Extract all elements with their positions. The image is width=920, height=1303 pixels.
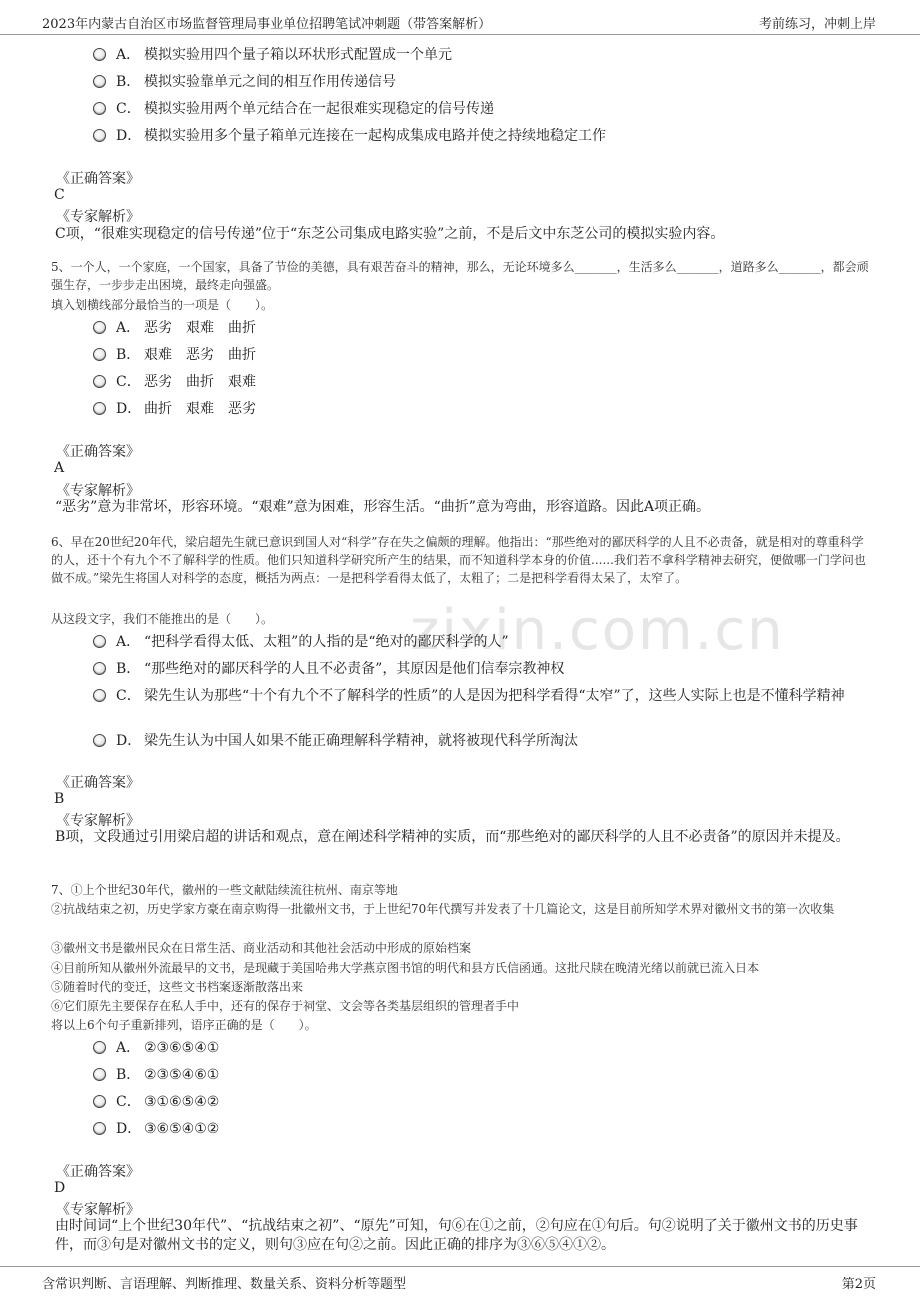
question-sentence: ②抗战结束之初，历史学家方豪在南京购得一批徽州文书，于上世纪70年代撰写并发表了十几篇论文，这是目前所知学术界对徽州文书的第一次收集: [51, 902, 835, 916]
radio-icon[interactable]: [93, 348, 106, 361]
option-q5-a[interactable]: A． 恶劣 艰难 曲折: [93, 318, 873, 338]
answer-label: 《正确答案》: [56, 171, 140, 187]
analysis-label: 《专家解析》: [56, 209, 140, 225]
option-q4-d[interactable]: D． 模拟实验用多个量子箱单元连接在一起构成集成电路并使之持续地稳定工作: [93, 126, 873, 146]
radio-icon[interactable]: [93, 1041, 106, 1054]
radio-icon[interactable]: [93, 321, 106, 334]
question-sentence: ④目前所知从徽州外流最早的文书，是现藏于美国哈弗大学燕京图书馆的明代和县方氏信函通。这批尺牍在晚清光绪以前就已流入日本: [51, 961, 760, 975]
footer-topics: 含常识判断、言语理解、判断推理、数量关系、资料分析等题型: [42, 1277, 407, 1292]
option-q6-d[interactable]: D． 梁先生认为中国人如果不能正确理解科学精神，就将被现代科学所淘汰: [93, 731, 873, 751]
radio-icon[interactable]: [93, 102, 106, 115]
option-q4-b[interactable]: B． 模拟实验靠单元之间的相互作用传递信号: [93, 72, 873, 92]
header-slogan: 考前练习，冲刺上岸: [758, 17, 876, 32]
analysis-label: 《专家解析》: [56, 483, 140, 499]
page-header: [0, 0, 920, 35]
answer-value: B: [54, 791, 65, 807]
answer-value: A: [54, 460, 65, 476]
option-q7-d[interactable]: D． ③⑥⑤④①②: [93, 1119, 873, 1139]
question-prompt: 将以上6个句子重新排列，语序正确的是（ ）。: [51, 1018, 317, 1032]
analysis-label: 《专家解析》: [56, 1202, 140, 1218]
radio-icon[interactable]: [93, 1122, 106, 1135]
answer-value: C: [54, 187, 65, 203]
analysis-text: C项，“很难实现稳定的信号传递”位于“东芝公司集成电路实验”之前，不是后文中东芝公司的模拟实验内容。: [55, 226, 725, 242]
option-q7-c[interactable]: C． ③①⑥⑤④②: [93, 1092, 873, 1112]
page-footer: [0, 1266, 920, 1303]
answer-value: D: [54, 1180, 66, 1196]
analysis-label: 《专家解析》: [56, 813, 140, 829]
question-sentence: 7、①上个世纪30年代，徽州的一些文献陆续流往杭州、南京等地: [51, 883, 398, 897]
page-number: 第2页: [841, 1277, 876, 1292]
radio-icon[interactable]: [93, 1095, 106, 1108]
radio-icon[interactable]: [93, 1068, 106, 1081]
question-stem: 5、一个人，一个家庭，一个国家，具备了节俭的美德，具有艰苦奋斗的精神，那么，无论环境多么_______，生活多么_______，道路多么_______，都会顽强生存，一步步走出困境，最终走向强盛。: [51, 260, 869, 292]
radio-icon[interactable]: [93, 129, 106, 142]
question-stem: 6、早在20世纪20年代，梁启超先生就已意识到国人对“科学”存在失之偏颇的理解。他指出：“那些绝对的鄙厌科学的人且不必责备，就是相对的尊重科学的人，还十个有九个不了解科学的性质。他们只知道科学研究所产生的结果，而不知道科学本身的价值......我们若不拿科学精神去研究，便做哪一门学问也做不成。”梁先生将国人对科学的态度，概括为两点：一是把科学看得太低了，太粗了；二是把科学看得太呆了，太窄了。: [51, 535, 866, 585]
question-prompt: 填入划横线部分最恰当的一项是（ ）。: [51, 298, 274, 312]
radio-icon[interactable]: [93, 375, 106, 388]
analysis-text: 由时间词“上个世纪30年代”、“抗战结束之初”、“原先”可知，句⑥在①之前，②句应在①句后。句②说明了关于徽州文书的历史事件，而③句是对徽州文书的定义，则句③应在句②之前。因此正确的排序为③⑥⑤④①②。: [55, 1218, 858, 1253]
option-q6-c[interactable]: C． 梁先生认为那些“十个有九个不了解科学的性质”的人是因为把科学看得“太窄”了，这些人实际上也是不懂科学精神: [93, 686, 873, 706]
question-sentence: ⑤随着时代的变迁，这些文书档案逐渐散落出来: [51, 980, 304, 994]
answer-label: 《正确答案》: [56, 775, 140, 791]
option-q7-a[interactable]: A． ②③⑥⑤④①: [93, 1038, 873, 1058]
analysis-text: B项，文段通过引用梁启超的讲话和观点，意在阐述科学精神的实质，而“那些绝对的鄙厌科学的人且不必责备”的原因并未提及。: [55, 829, 850, 845]
radio-icon[interactable]: [93, 75, 106, 88]
question-prompt: 从这段文字，我们不能推出的是（ ）。: [51, 612, 274, 626]
option-q5-d[interactable]: D． 曲折 艰难 恶劣: [93, 399, 873, 419]
radio-icon[interactable]: [93, 689, 106, 702]
option-q4-c[interactable]: C． 模拟实验用两个单元结合在一起很难实现稳定的信号传递: [93, 99, 873, 119]
answer-label: 《正确答案》: [56, 444, 140, 460]
question-sentence: ⑥它们原先主要保存在私人手中，还有的保存于祠堂、文会等各类基层组织的管理者手中: [51, 999, 520, 1013]
option-q7-b[interactable]: B． ②③⑤④⑥①: [93, 1065, 873, 1085]
option-q4-a[interactable]: A． 模拟实验用四个量子箱以环状形式配置成一个单元: [93, 45, 873, 65]
question-sentence: ③徽州文书是徽州民众在日常生活、商业活动和其他社会活动中形成的原始档案: [51, 941, 472, 955]
radio-icon[interactable]: [93, 734, 106, 747]
watermark: zixin.com.cn: [410, 598, 785, 663]
analysis-text: “恶劣”意为非常坏，形容环境。“艰难”意为困难，形容生活。“曲折”意为弯曲，形容道路。因此A项正确。: [55, 499, 711, 515]
document-title: 2023年内蒙古自治区市场监督管理局事业单位招聘笔试冲刺题（带答案解析）: [42, 17, 492, 32]
answer-label: 《正确答案》: [56, 1164, 140, 1180]
radio-icon[interactable]: [93, 662, 106, 675]
radio-icon[interactable]: [93, 48, 106, 61]
option-q6-a[interactable]: A． “把科学看得太低、太粗”的人指的是“绝对的鄙厌科学的人”: [93, 632, 873, 652]
option-q5-c[interactable]: C． 恶劣 曲折 艰难: [93, 372, 873, 392]
radio-icon[interactable]: [93, 402, 106, 415]
option-q6-b[interactable]: B． “那些绝对的鄙厌科学的人且不必责备”，其原因是他们信奉宗教神权: [93, 659, 873, 679]
radio-icon[interactable]: [93, 635, 106, 648]
option-q5-b[interactable]: B． 艰难 恶劣 曲折: [93, 345, 873, 365]
